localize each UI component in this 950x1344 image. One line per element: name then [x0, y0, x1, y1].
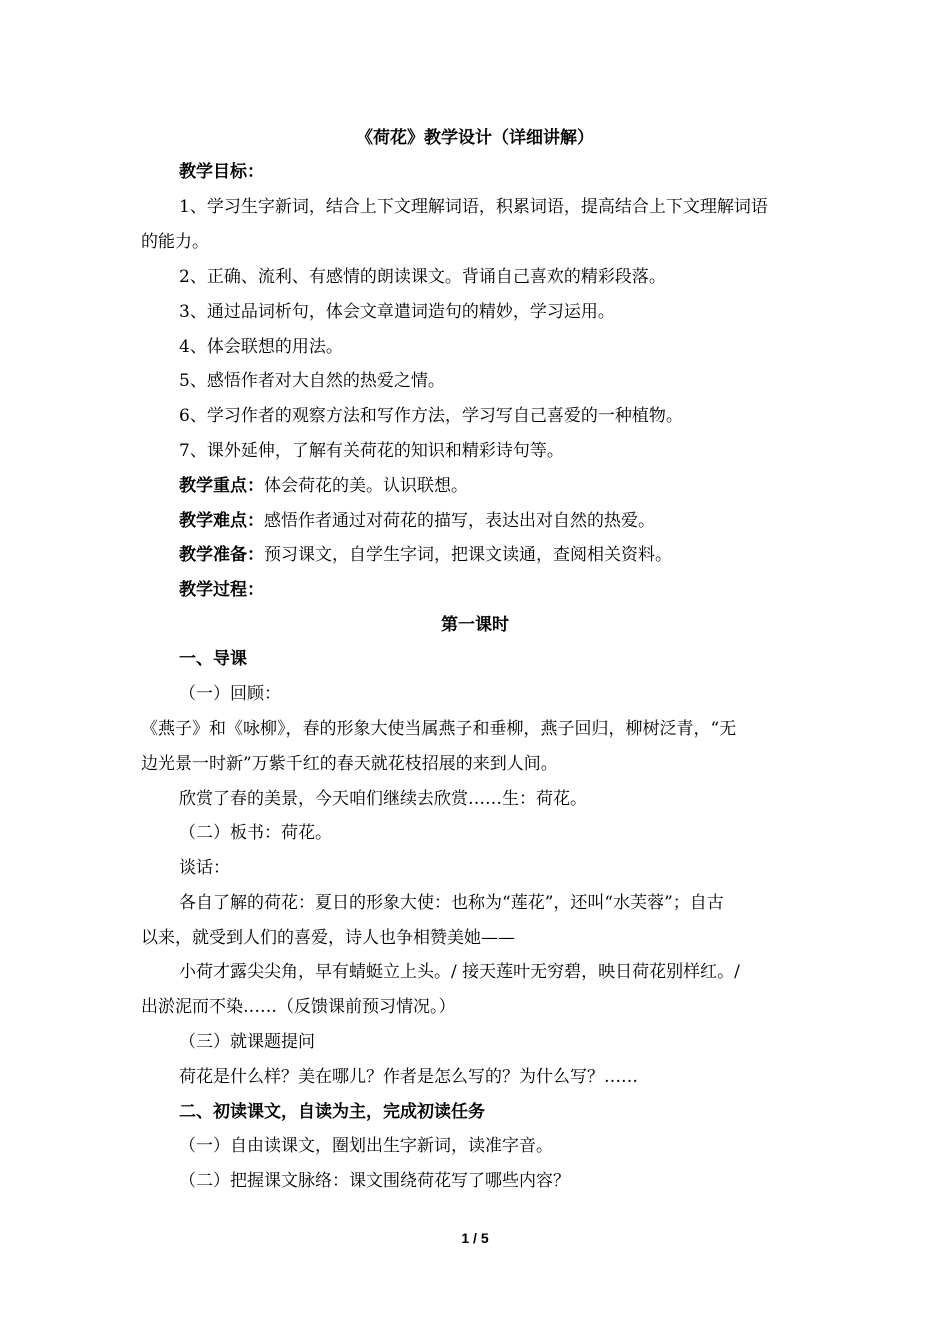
teaching-difficulty [179, 509, 655, 533]
poem-line-1: 小荷才露尖尖角，早有蜻蜓立上头。/ 接天莲叶无穷碧，映日荷花别样红。/ [179, 962, 740, 982]
goal-4: 4、体会联想的用法。 [179, 337, 343, 357]
goal-5: 5、感悟作者对大自然的热爱之情。 [179, 371, 445, 391]
task-2: （二）把握课文脉络：课文围绕荷花写了哪些内容？ [179, 1171, 570, 1191]
goals-heading: 教学目标： [179, 162, 264, 182]
talk-line-2: 以来，就受到人们的喜爱，诗人也争相赞美她—— [141, 928, 515, 948]
talk-label: 谈话： [179, 858, 230, 878]
subsection-review: （一）回顾： [179, 684, 281, 704]
difficulty-text: 感悟作者通过对荷花的描写，表达出对自然的热爱。 [264, 511, 655, 531]
prep-text: 预习课文，自学生字词，把课文读通，查阅相关资料。 [264, 545, 672, 565]
subsection-board: （二）板书：荷花。 [179, 823, 332, 843]
key-label: 教学重点： [179, 476, 264, 496]
section-2-heading: 二、初读课文，自读为主，完成初读任务 [179, 1102, 485, 1122]
task-1: （一）自由读课文，圈划出生字新词，读准字音。 [179, 1136, 553, 1156]
review-line-1: 《燕子》和《咏柳》，春的形象大使当属燕子和垂柳，燕子回归，柳树泛青，“无 [141, 719, 737, 739]
lesson-heading: 第一课时 [441, 615, 509, 635]
goal-1-line-1: 1、学习生字新词，结合上下文理解词语，积累词语，提高结合上下文理解词语 [179, 197, 768, 217]
goal-6: 6、学习作者的观察方法和写作方法，学习写自己喜爱的一种植物。 [179, 406, 683, 426]
goal-1-line-2: 的能力。 [141, 232, 209, 252]
goal-3: 3、通过品词析句，体会文章遣词造句的精妙，学习运用。 [179, 302, 615, 322]
teaching-key-point [179, 474, 468, 498]
poem-line-2: 出淤泥而不染……（反馈课前预习情况。） [141, 997, 456, 1017]
key-text: 体会荷花的美。认识联想。 [264, 476, 468, 496]
goal-2: 2、正确、流利、有感情的朗读课文。背诵自己喜欢的精彩段落。 [179, 267, 666, 287]
process-heading: 教学过程： [179, 580, 264, 600]
enjoy-line: 欣赏了春的美景，今天咱们继续去欣赏……生：荷花。 [179, 789, 587, 809]
teaching-preparation [179, 543, 672, 567]
goal-7: 7、课外延伸，了解有关荷花的知识和精彩诗句等。 [179, 441, 564, 461]
review-line-2: 边光景一时新”万紫千红的春天就花枝招展的来到人间。 [141, 754, 558, 774]
document-title: 《荷花》教学设计（详细讲解） [356, 128, 594, 148]
page-number: 1 / 5 [461, 1230, 489, 1246]
section-1-heading: 一、导课 [179, 649, 247, 669]
prep-label: 教学准备： [179, 545, 264, 565]
subsection-questions: （三）就课题提问 [179, 1032, 315, 1052]
talk-line-1: 各自了解的荷花：夏日的形象大使：也称为“莲花”，还叫“水芙蓉”；自古 [179, 893, 724, 913]
questions-line: 荷花是什么样？美在哪儿？作者是怎么写的？为什么写？…… [179, 1067, 638, 1087]
difficulty-label: 教学难点： [179, 511, 264, 531]
